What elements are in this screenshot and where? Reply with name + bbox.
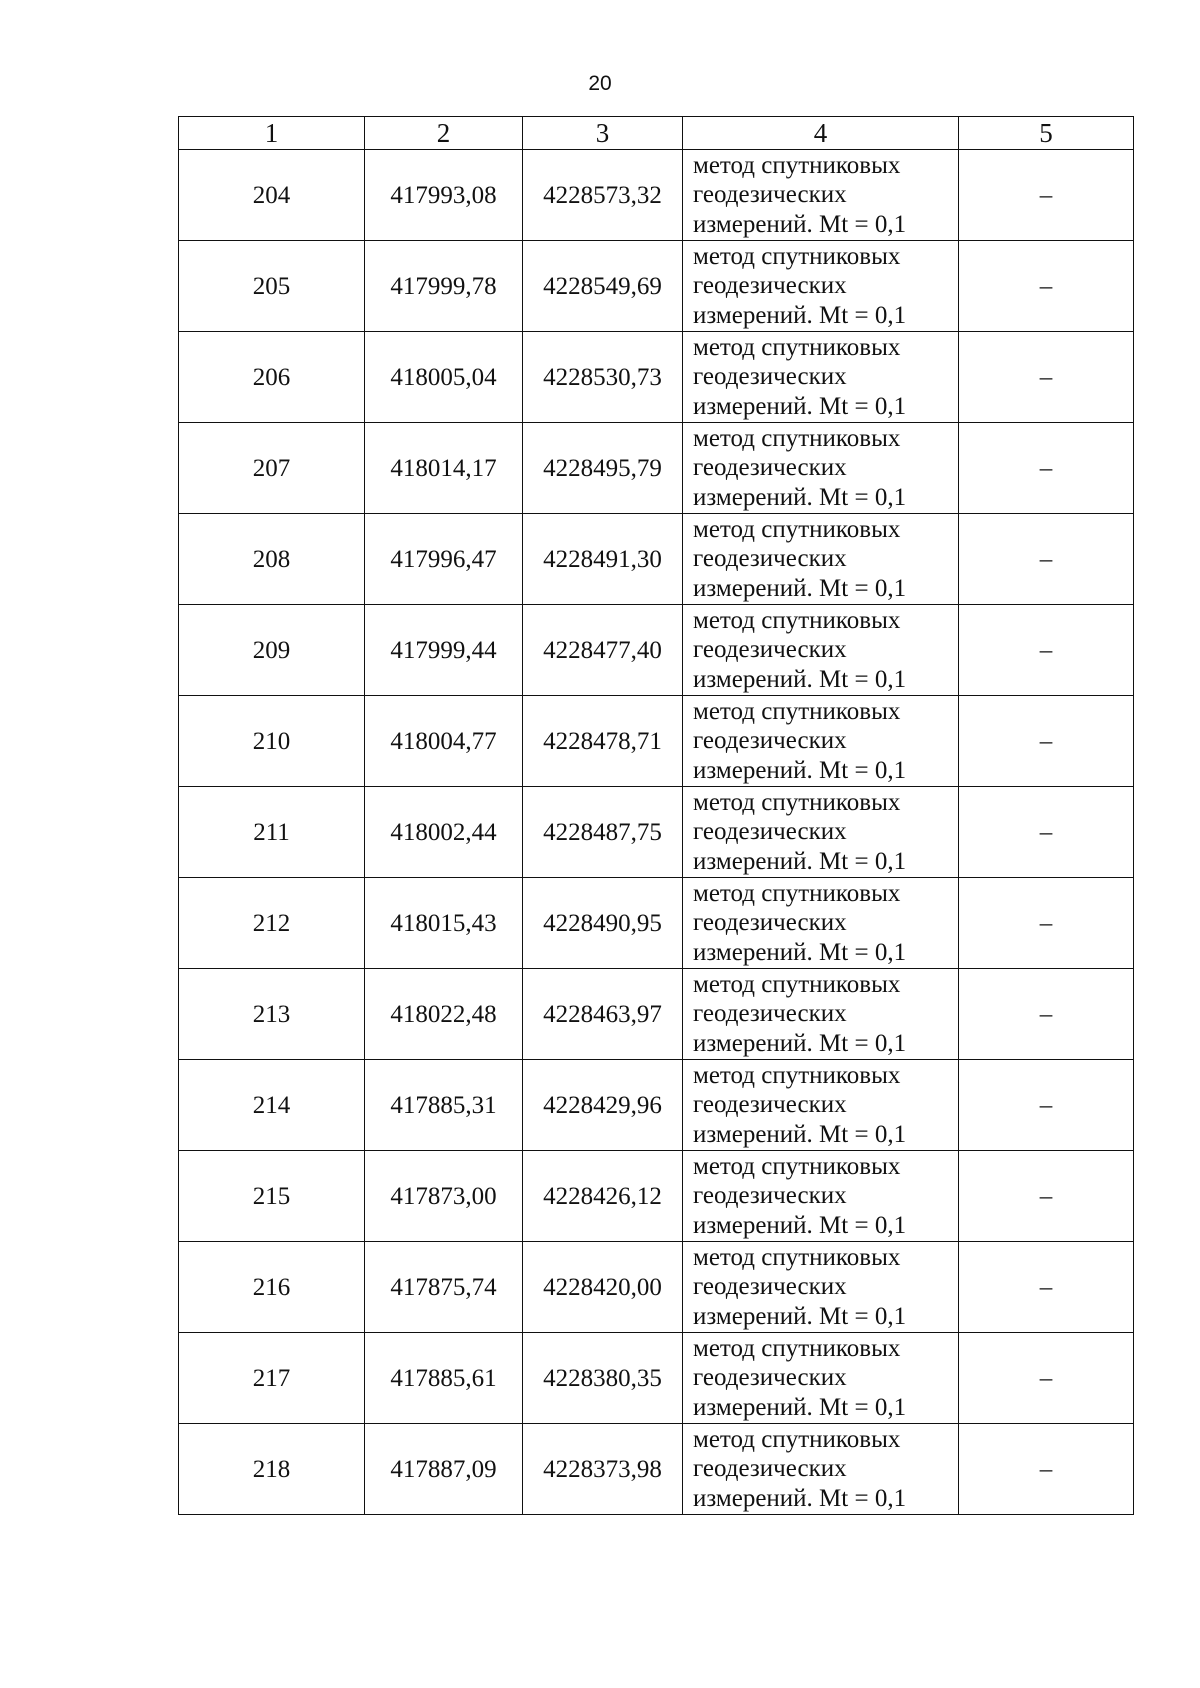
method-line: метод спутниковых [693,242,901,270]
point-number-cell: 217 [179,1333,365,1424]
method-cell [683,1333,959,1424]
method-line: геодезических [693,545,847,573]
note-cell: – [959,1424,1134,1515]
table-row [179,1060,1134,1151]
method-line: геодезических [693,909,847,937]
column-header: 4 [683,117,959,150]
method-line: геодезических [693,272,847,300]
method-line: измерений. Mt = 0,1 [693,1393,907,1421]
method-line: метод спутниковых [693,424,901,452]
method-cell [683,423,959,514]
method-line: метод спутниковых [693,970,901,998]
x-coordinate-cell: 418014,17 [365,423,523,514]
method-cell [683,787,959,878]
column-header: 2 [365,117,523,150]
point-number-cell: 216 [179,1242,365,1333]
note-cell: – [959,150,1134,241]
method-line: геодезических [693,363,847,391]
point-number-cell: 204 [179,150,365,241]
method-line: геодезических [693,1091,847,1119]
x-coordinate-cell: 417885,61 [365,1333,523,1424]
point-number-cell: 214 [179,1060,365,1151]
table-row [179,696,1134,787]
method-line: измерений. Mt = 0,1 [693,210,907,238]
method-line: метод спутниковых [693,1425,901,1453]
y-coordinate-cell: 4228495,79 [523,423,683,514]
page-number: 20 [588,72,612,95]
method-line: геодезических [693,636,847,664]
method-line: измерений. Mt = 0,1 [693,301,907,329]
point-number-cell: 207 [179,423,365,514]
x-coordinate-cell: 417999,44 [365,605,523,696]
method-line: метод спутниковых [693,697,901,725]
note-cell: – [959,1151,1134,1242]
method-line: метод спутниковых [693,788,901,816]
x-coordinate-cell: 417999,78 [365,241,523,332]
note-cell: – [959,696,1134,787]
method-cell [683,150,959,241]
method-cell [683,332,959,423]
point-number-cell: 215 [179,1151,365,1242]
method-cell [683,514,959,605]
method-line: геодезических [693,1273,847,1301]
method-cell [683,969,959,1060]
method-line: геодезических [693,181,847,209]
y-coordinate-cell: 4228491,30 [523,514,683,605]
note-cell: – [959,241,1134,332]
method-line: геодезических [693,454,847,482]
y-coordinate-cell: 4228380,35 [523,1333,683,1424]
method-cell [683,1060,959,1151]
table-row [179,1333,1134,1424]
coordinates-table [178,116,1134,1515]
table-row [179,878,1134,969]
method-line: метод спутниковых [693,1334,901,1362]
y-coordinate-cell: 4228420,00 [523,1242,683,1333]
method-line: метод спутниковых [693,879,901,907]
y-coordinate-cell: 4228426,12 [523,1151,683,1242]
y-coordinate-cell: 4228490,95 [523,878,683,969]
method-line: метод спутниковых [693,1061,901,1089]
table-row [179,605,1134,696]
method-line: измерений. Mt = 0,1 [693,1120,907,1148]
y-coordinate-cell: 4228429,96 [523,1060,683,1151]
x-coordinate-cell: 417887,09 [365,1424,523,1515]
column-header: 3 [523,117,683,150]
point-number-cell: 208 [179,514,365,605]
point-number-cell: 212 [179,878,365,969]
note-cell: – [959,332,1134,423]
method-line: измерений. Mt = 0,1 [693,665,907,693]
method-cell [683,878,959,969]
method-cell [683,696,959,787]
table-row [179,1151,1134,1242]
method-line: измерений. Mt = 0,1 [693,1302,907,1330]
x-coordinate-cell: 418015,43 [365,878,523,969]
y-coordinate-cell: 4228487,75 [523,787,683,878]
method-line: измерений. Mt = 0,1 [693,1484,907,1512]
method-line: метод спутниковых [693,333,901,361]
y-coordinate-cell: 4228530,73 [523,332,683,423]
column-header: 1 [179,117,365,150]
point-number-cell: 206 [179,332,365,423]
method-line: метод спутниковых [693,151,901,179]
x-coordinate-cell: 417996,47 [365,514,523,605]
note-cell: – [959,787,1134,878]
note-cell: – [959,423,1134,514]
table-row [179,1424,1134,1515]
method-line: измерений. Mt = 0,1 [693,574,907,602]
table-row [179,1242,1134,1333]
table-row [179,423,1134,514]
note-cell: – [959,969,1134,1060]
note-cell: – [959,1060,1134,1151]
method-line: измерений. Mt = 0,1 [693,938,907,966]
x-coordinate-cell: 418002,44 [365,787,523,878]
x-coordinate-cell: 417875,74 [365,1242,523,1333]
point-number-cell: 209 [179,605,365,696]
point-number-cell: 205 [179,241,365,332]
table-header-row [179,117,1134,150]
method-line: геодезических [693,1364,847,1392]
point-number-cell: 213 [179,969,365,1060]
table-row [179,514,1134,605]
method-line: измерений. Mt = 0,1 [693,392,907,420]
x-coordinate-cell: 417885,31 [365,1060,523,1151]
method-line: измерений. Mt = 0,1 [693,756,907,784]
x-coordinate-cell: 418004,77 [365,696,523,787]
method-line: геодезических [693,1455,847,1483]
method-line: измерений. Mt = 0,1 [693,483,907,511]
table-row [179,332,1134,423]
y-coordinate-cell: 4228549,69 [523,241,683,332]
x-coordinate-cell: 417993,08 [365,150,523,241]
x-coordinate-cell: 418005,04 [365,332,523,423]
point-number-cell: 210 [179,696,365,787]
y-coordinate-cell: 4228477,40 [523,605,683,696]
table-row [179,241,1134,332]
table-row [179,787,1134,878]
note-cell: – [959,1242,1134,1333]
method-line: метод спутниковых [693,606,901,634]
method-line: метод спутниковых [693,1243,901,1271]
method-line: метод спутниковых [693,1152,901,1180]
method-cell [683,1424,959,1515]
method-cell [683,1151,959,1242]
method-cell [683,1242,959,1333]
method-line: геодезических [693,727,847,755]
method-cell [683,605,959,696]
method-line: геодезических [693,1000,847,1028]
point-number-cell: 218 [179,1424,365,1515]
x-coordinate-cell: 417873,00 [365,1151,523,1242]
note-cell: – [959,1333,1134,1424]
method-cell [683,241,959,332]
method-line: измерений. Mt = 0,1 [693,1211,907,1239]
column-header: 5 [959,117,1134,150]
table-row [179,969,1134,1060]
method-line: геодезических [693,1182,847,1210]
table-body [179,117,1134,1515]
note-cell: – [959,878,1134,969]
note-cell: – [959,514,1134,605]
method-line: измерений. Mt = 0,1 [693,847,907,875]
y-coordinate-cell: 4228373,98 [523,1424,683,1515]
point-number-cell: 211 [179,787,365,878]
method-line: геодезических [693,818,847,846]
method-line: метод спутниковых [693,515,901,543]
y-coordinate-cell: 4228478,71 [523,696,683,787]
method-line: измерений. Mt = 0,1 [693,1029,907,1057]
note-cell: – [959,605,1134,696]
x-coordinate-cell: 418022,48 [365,969,523,1060]
table-row [179,150,1134,241]
y-coordinate-cell: 4228463,97 [523,969,683,1060]
y-coordinate-cell: 4228573,32 [523,150,683,241]
